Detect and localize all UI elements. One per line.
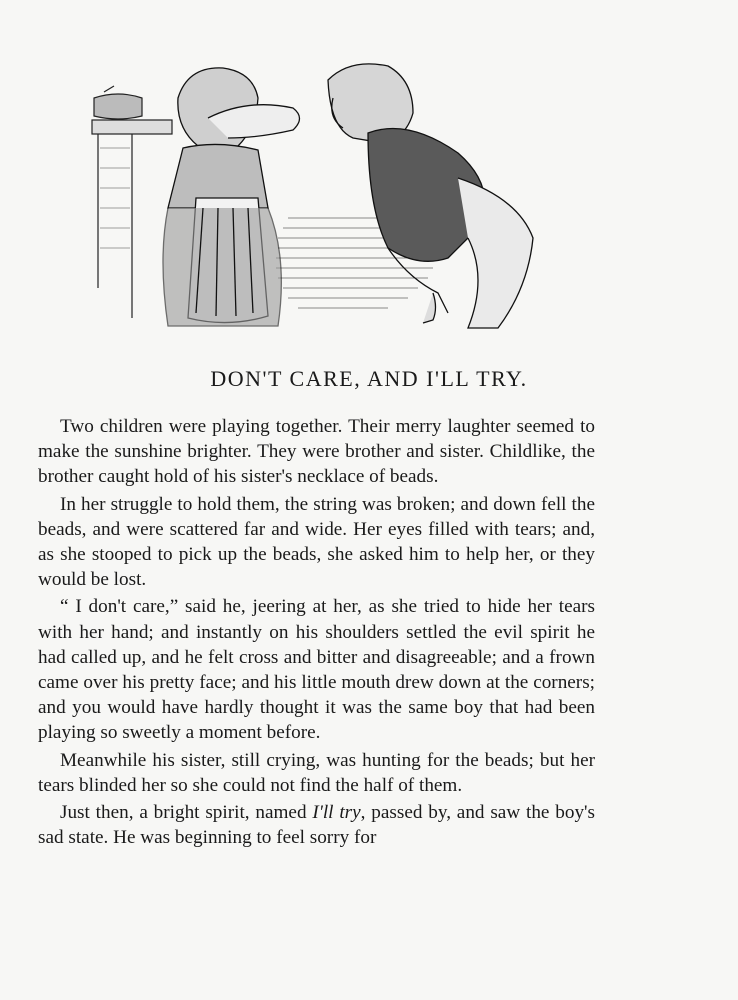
paragraph: “ I don't care,” said he, jeering at her, as she tried to hide her tears with her hand; and instantly on his shoulders settled the evil spirit he had called up, and he felt cross and bitter and disagreeable; and a frown came over his pretty face; and his little mouth drew down at the corners; and you would have hardly thought it was the same boy that had been playing so sweetly a moment before. (38, 596, 595, 744)
paragraph: Meanwhile his sister, still crying, was hunting for the beads; but her tears blinded her so she could not find the half of them. (38, 749, 595, 796)
story-text (38, 414, 595, 852)
paragraph: Two children were playing together. Their merry laughter seemed to make the sunshine brighter. They were brother and sister. Childlike, the brother caught hold of his sister's necklace of beads. (38, 416, 595, 488)
spirit-name: I'll try (312, 802, 361, 824)
text-fragment: , passed by, and saw the boy's sad state. He was beginning to feel sorry for (38, 802, 595, 849)
page-title: DON'T CARE, AND I'LL TRY. (210, 366, 528, 391)
paragraph: In her struggle to hold them, the string was broken; and down fell the beads, and were scattered far and wide. Her eyes filled with tears; and, as she stooped to pick up the beads, she asked him to help her, or they would be lost. (38, 493, 595, 591)
engraving-illustration (88, 58, 543, 348)
text-fragment: Just then, a bright spirit, named (60, 802, 313, 824)
paragraph-last (38, 800, 595, 850)
